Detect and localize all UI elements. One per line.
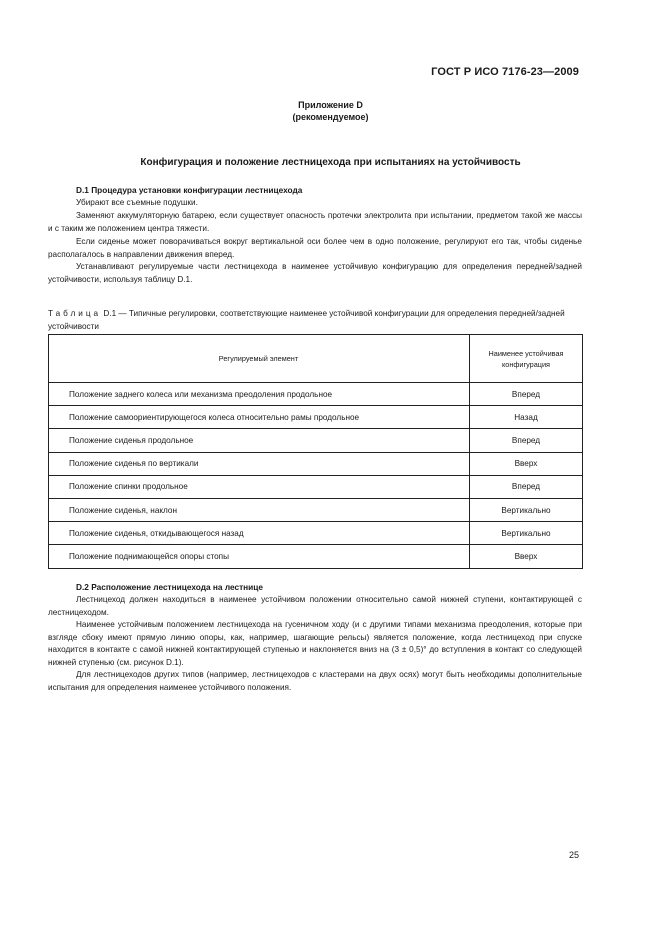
- table-row: [49, 383, 583, 406]
- section-d1-title: D.1 Процедура установки конфигурации лестницехода: [76, 185, 303, 195]
- table-cell-value: Вертикально: [470, 498, 583, 521]
- table-cell-element: Положение сиденья, откидывающегося назад: [49, 522, 470, 545]
- annex-subtitle: (рекомендуемое): [292, 112, 369, 122]
- table-caption-text: D.1 — Типичные регулировки, соответствующие наименее устойчивой конфигурации для определения передней/задней устойчивости: [48, 309, 565, 331]
- table-row: [49, 545, 583, 568]
- table-cell-element: Положение поднимающейся опоры стопы: [49, 545, 470, 568]
- annex-title: Приложение D: [298, 100, 363, 110]
- table-cell-value: Вперед: [470, 383, 583, 406]
- table-row: [49, 452, 583, 475]
- d2-paragraph-2: Наименее устойчивым положением лестницехода на гусеничном ходу (и с другими типами механизма преодоления, которые при взгляде сбоку имеют прямую линию опоры, как, например, шагающие рельсы) является положение, когда лестницеход при спуске находится в контакте с самой нижней контактирующей ступенью и наклоняется вниз на (3 ± 0,5)° до вступления в контакт со следующей нижней ступенью (см. рисунок D.1).: [48, 620, 582, 667]
- table-cell-value: Вертикально: [470, 522, 583, 545]
- section-d2-title: D.2 Расположение лестницехода на лестнице: [76, 582, 263, 592]
- table-row: [49, 522, 583, 545]
- table-cell-value: Вверх: [470, 452, 583, 475]
- table-header-element: Регулируемый элемент: [49, 335, 470, 383]
- table-cell-value: Назад: [470, 406, 583, 429]
- table-cell-element: Положение сиденья по вертикали: [49, 452, 470, 475]
- d1-paragraph-2: Заменяют аккумуляторную батарею, если существует опасность протечки электролита при испытании, предметом такой же массы и с таким же положением центра тяжести.: [48, 211, 582, 233]
- document-code: ГОСТ Р ИСО 7176-23—2009: [431, 66, 579, 78]
- annex-heading: [0, 99, 661, 123]
- d2-paragraph-1: Лестницеход должен находиться в наименее устойчивом положении относительно самой нижней ступени, контактирующей с лестницеходом.: [48, 595, 582, 617]
- page-number: 25: [568, 850, 579, 860]
- main-title: Конфигурация и положение лестницехода при испытаниях на устойчивость: [140, 157, 521, 168]
- table-row: [49, 498, 583, 521]
- table-row: [49, 429, 583, 452]
- d1-paragraph-4: Устанавливают регулируемые части лестницехода в наименее устойчивую конфигурацию для определения передней/задней устойчивости, используя таблицу D.1.: [48, 262, 582, 284]
- adjustment-table: [48, 334, 583, 569]
- table-caption-prefix: Таблица: [48, 309, 102, 318]
- table-cell-value: Вверх: [470, 545, 583, 568]
- table-cell-element: Положение спинки продольное: [49, 475, 470, 498]
- table-row: [49, 406, 583, 429]
- table-cell-value: Вперед: [470, 475, 583, 498]
- table-header-configuration: Наименее устойчивая конфигурация: [470, 335, 583, 383]
- table-cell-element: Положение сиденья, наклон: [49, 498, 470, 521]
- table-cell-element: Положение сиденья продольное: [49, 429, 470, 452]
- table-header-row: [49, 335, 583, 383]
- d1-paragraph-3: Если сиденье может поворачиваться вокруг вертикальной оси более чем в одно положение, регулируют его так, чтобы сиденье располагалось в направлении движения вперед.: [48, 237, 582, 259]
- d2-paragraph-3: Для лестницеходов других типов (например, лестницеходов с кластерами на двух осях) могут быть необходимы дополнительные испытания для определения наименее устойчивого положения.: [48, 670, 582, 692]
- table-cell-element: Положение заднего колеса или механизма преодоления продольное: [49, 383, 470, 406]
- table-caption: [48, 308, 588, 333]
- table-cell-element: Положение самоориентирующегося колеса относительно рамы продольное: [49, 406, 470, 429]
- table-cell-value: Вперед: [470, 429, 583, 452]
- d1-paragraph-1: Убирают все съемные подушки.: [76, 198, 198, 207]
- table-row: [49, 475, 583, 498]
